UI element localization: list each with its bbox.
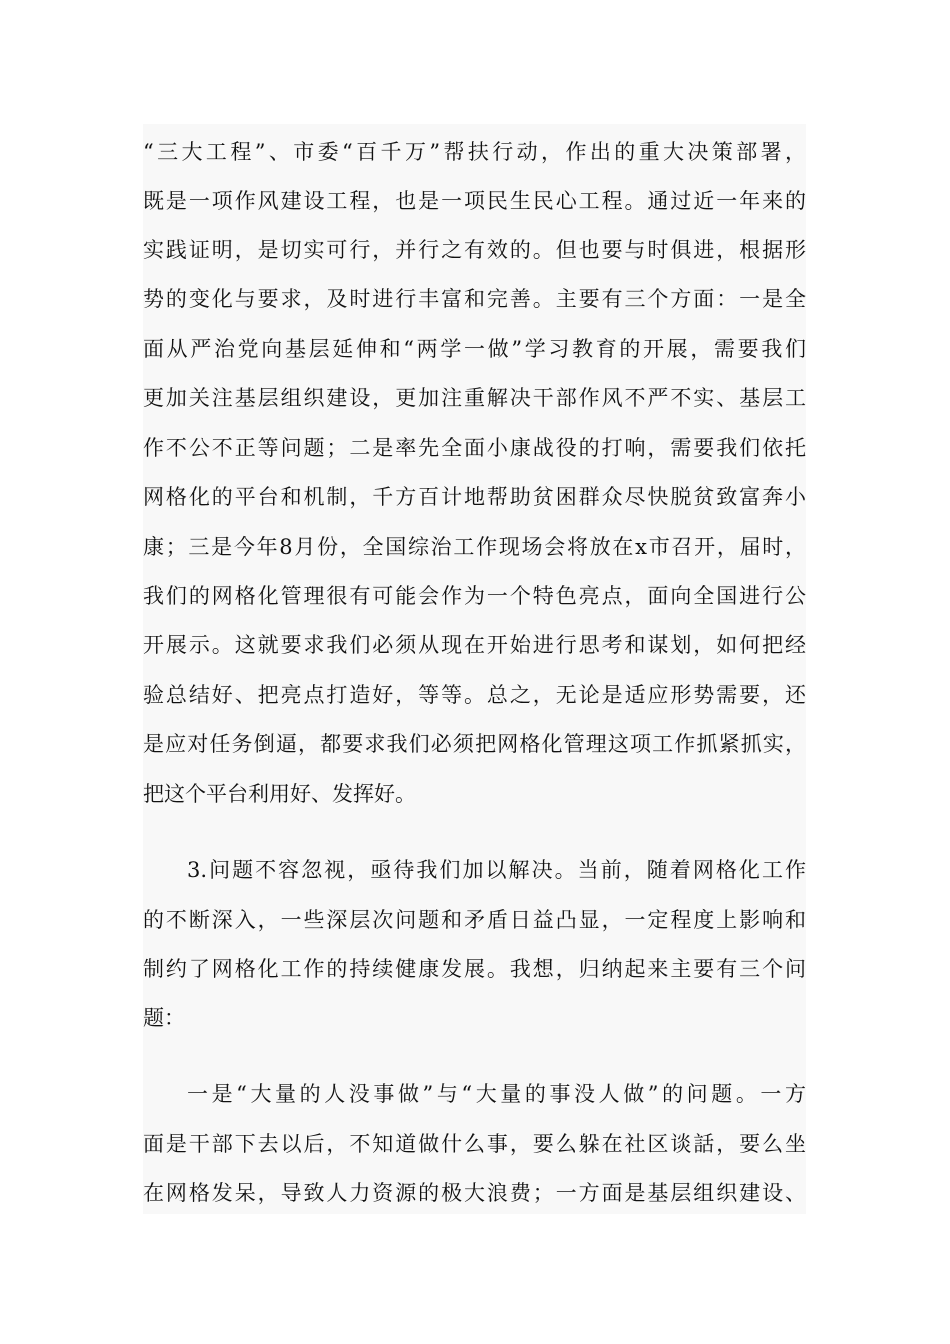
- paragraph-1-line-9: 康；三是今年8月份，全国综治工作现场会将放在x市召开，届时，: [143, 535, 806, 559]
- paragraph-1-line-5: 面从严治党向基层延伸和“两学一做”学习教育的开展，需要我们: [143, 337, 806, 361]
- paragraph-3-line-1: 一是“大量的人没事做”与“大量的事没人做”的问题。一方: [187, 1082, 806, 1106]
- paragraph-3-line-2: 面是干部下去以后，不知道做什么事，要么躲在社区谈話，要么坐: [143, 1132, 806, 1156]
- paragraph-1-line-1: “三大工程”、市委“百千万”帮扶行动，作出的重大决策部署，: [143, 140, 806, 164]
- document-text-area: [143, 124, 806, 1214]
- paragraph-2-line-2: 的不断深入，一些深层次问题和矛盾日益凸显，一定程度上影响和: [143, 908, 806, 932]
- paragraph-1-line-4: 势的变化与要求，及时进行丰富和完善。主要有三个方面：一是全: [143, 287, 806, 311]
- paragraph-1-line-14: 把这个平台利用好、发挥好。: [143, 782, 416, 806]
- paragraph-3-line-3: 在网格发呆，导致人力资源的极大浪费；一方面是基层组织建设、: [143, 1181, 806, 1205]
- paragraph-1-line-3: 实践证明，是切实可行，并行之有效的。但也要与时俱进，根据形: [143, 238, 806, 262]
- paragraph-1-line-13: 是应对任务倒逼，都要求我们必须把网格化管理这项工作抓紧抓实，: [143, 732, 806, 756]
- paragraph-1-line-8: 网格化的平台和机制，千方百计地帮助贫困群众尽快脱贫致富奔小: [143, 485, 806, 509]
- paragraph-2-line-3: 制约了网格化工作的持续健康发展。我想，归纳起来主要有三个问: [143, 957, 806, 981]
- paragraph-2-line-4: 题：: [143, 1006, 185, 1030]
- paragraph-1-line-2: 既是一项作风建设工程，也是一项民生民心工程。通过近一年来的: [143, 189, 806, 213]
- paragraph-1-line-12: 验总结好、把亮点打造好，等等。总之，无论是适应形势需要，还: [143, 683, 806, 707]
- paragraph-1-line-10: 我们的网格化管理很有可能会作为一个特色亮点，面向全国进行公: [143, 584, 806, 608]
- paragraph-1-line-6: 更加关注基层组织建设，更加注重解决干部作风不严不实、基层工: [143, 386, 806, 410]
- paragraph-1-line-7: 作不公不正等问题；二是率先全面小康战役的打响，需要我们依托: [143, 436, 806, 460]
- paragraph-1-line-11: 开展示。这就要求我们必须从现在开始进行思考和谋划，如何把经: [143, 633, 806, 657]
- paragraph-2-line-1: 3.问题不容忽视，亟待我们加以解决。当前，随着网格化工作: [187, 858, 806, 882]
